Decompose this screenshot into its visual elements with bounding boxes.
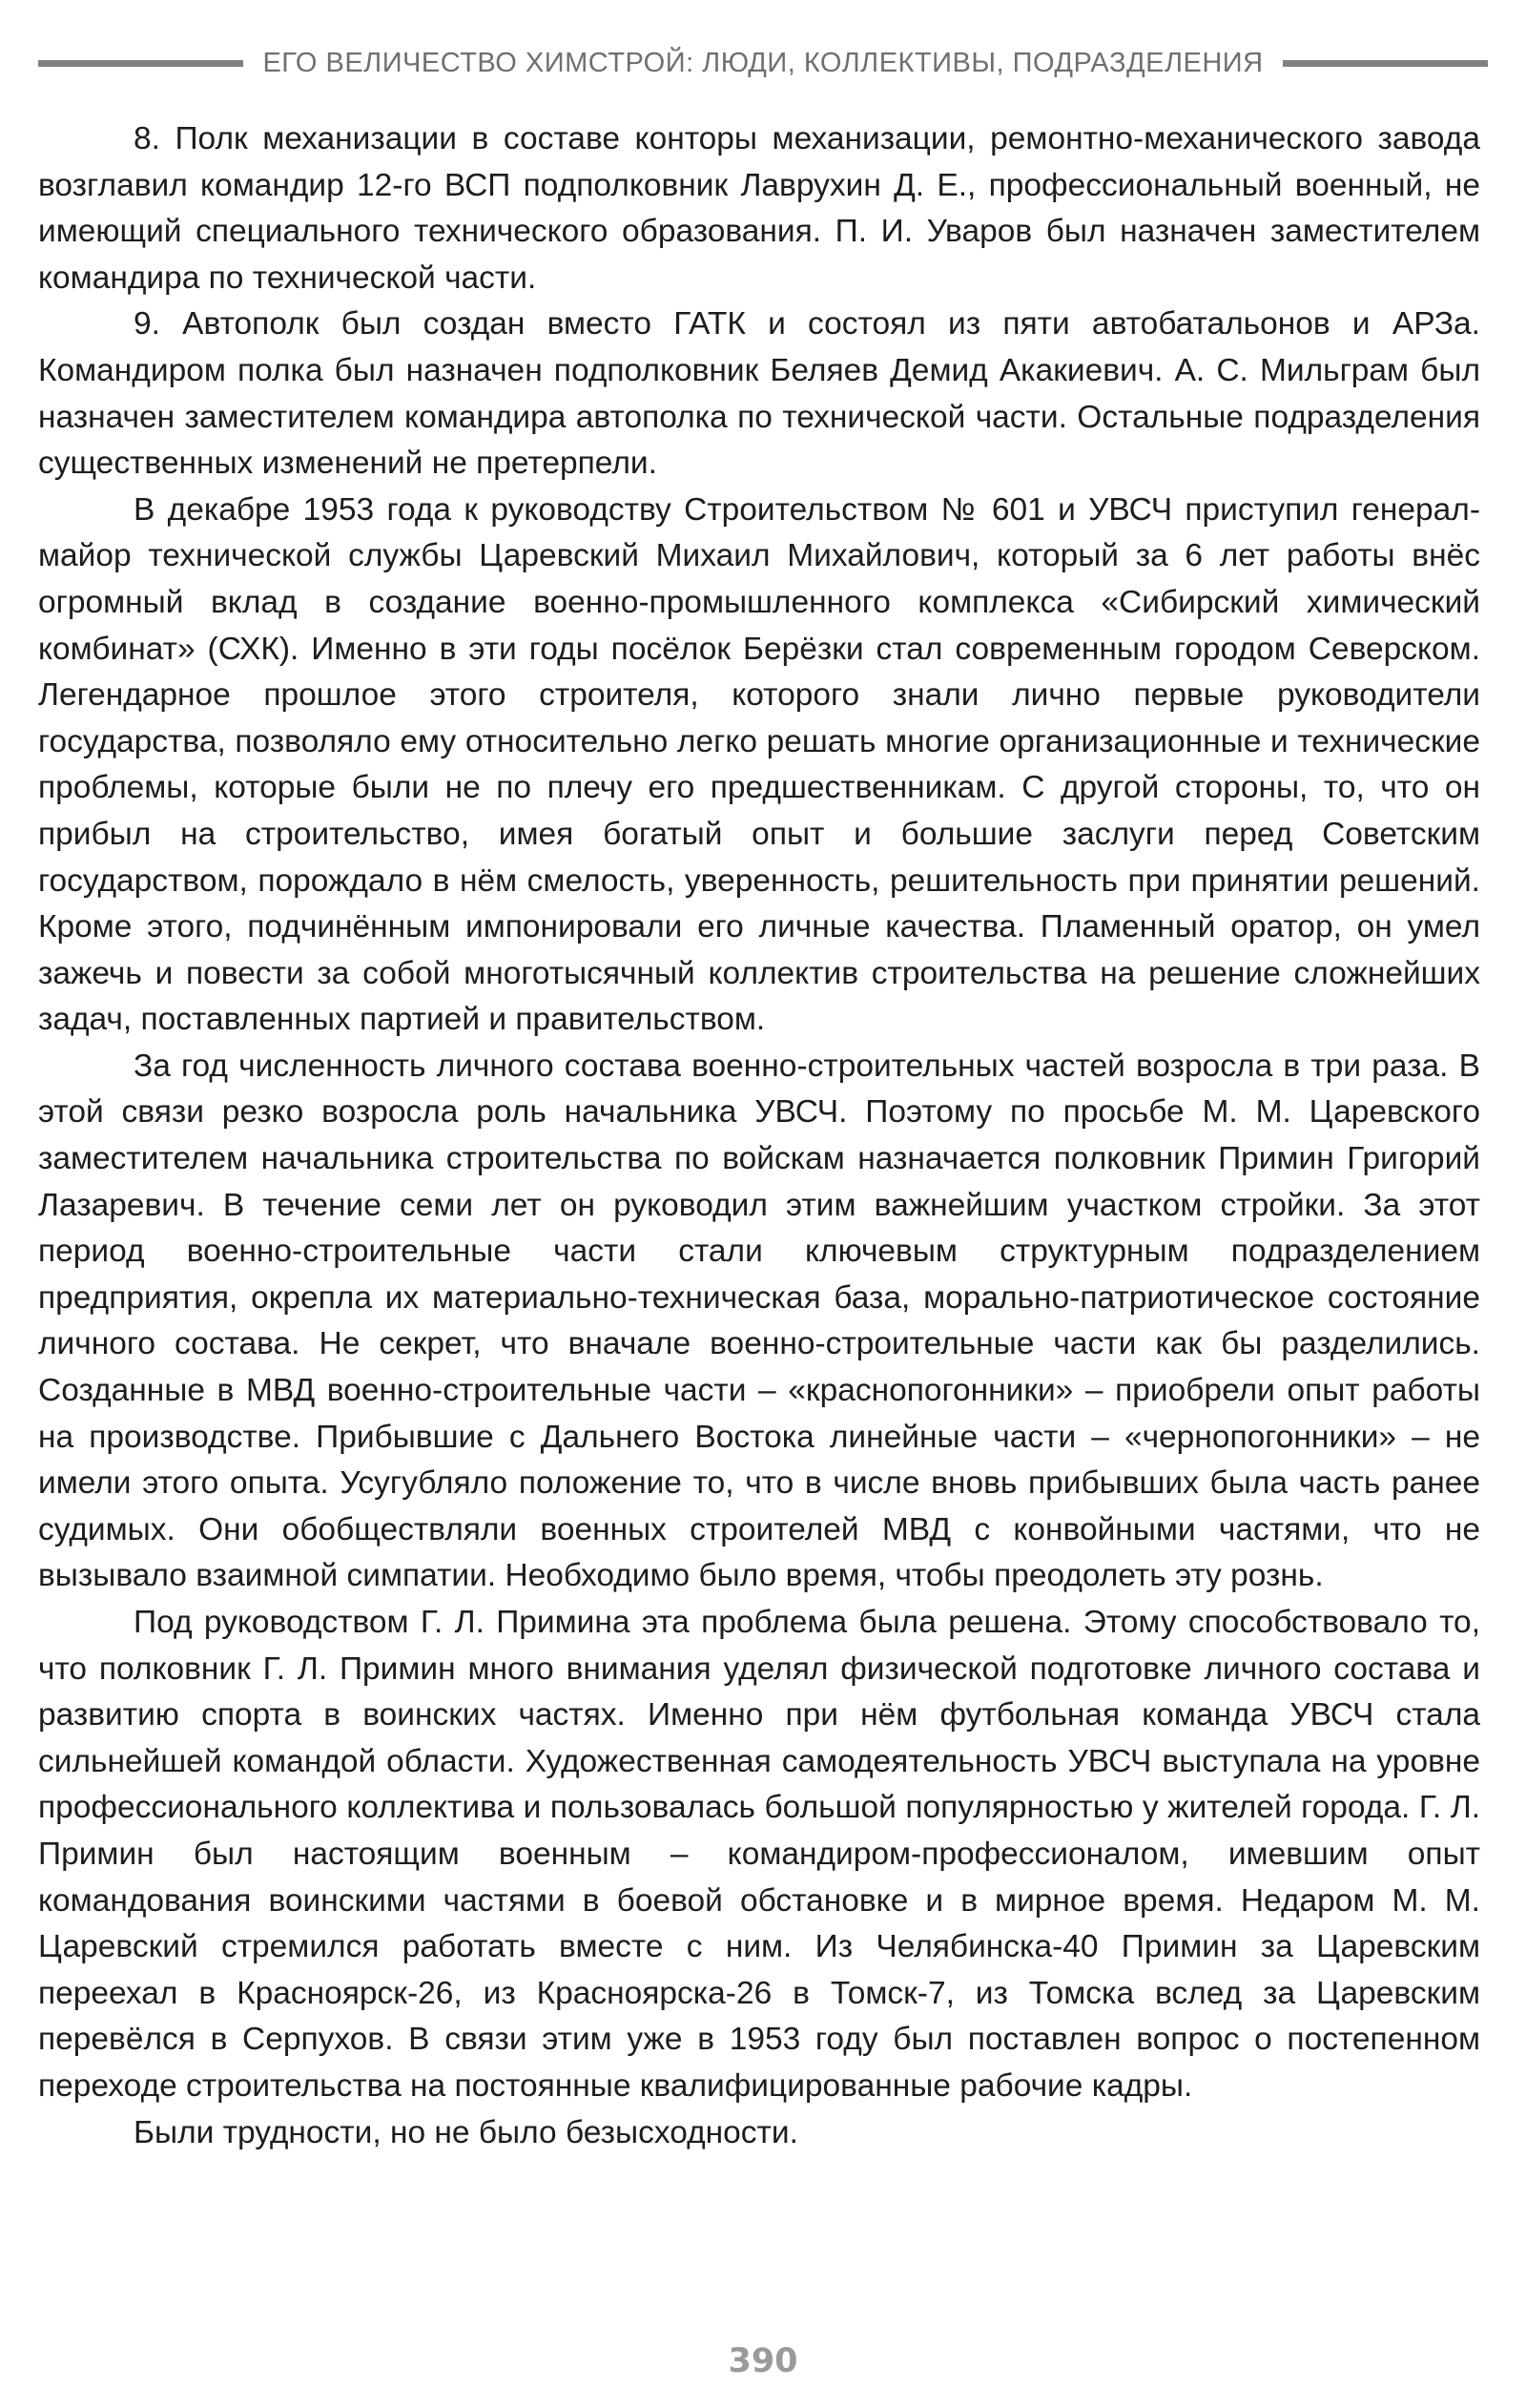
paragraph-primin-leadership: Под руководством Г. Л. Примина эта проблема была решена. Этому способствовало то, что полковник Г. Л. Примин много внимания уделял физической подготовке личного состава и развитию спорта в воинских частях. Именно при нём футбольная команда УВСЧ стала сильнейшей командой области. Художественная самодеятельность УВСЧ выступала на уровне профессионального коллектива и пользовалась большой популярностью у жителей города. Г. Л. Примин был настоящим военным – командиром-профессионалом, имевшим опыт командования воинскими частями в боевой обстановке и в мирное время. Недаром М. М. Царевский стремился работать вместе с ним. Из Челябинска-40 Примин за Царевским переехал в Красноярск-26, из Красноярска-26 в Томск-7, из Томска вслед за Царевским перевёлся в Серпухов. В связи этим уже в 1953 году был поставлен вопрос о постепенном переходе строительства на постоянные квалифицированные рабочие кадры. [38, 1605, 1480, 2104]
paragraph-closing: Были трудности, но не было безысходности. [134, 2114, 798, 2150]
running-header [38, 44, 1488, 82]
header-rule-left [38, 60, 243, 67]
page-number: 390 [728, 2342, 798, 2380]
header-rule-right [1283, 60, 1488, 67]
running-header-title: ЕГО ВЕЛИЧЕСТВО ХИМСТРОЙ: ЛЮДИ, КОЛЛЕКТИВЫ, ПОДРАЗДЕЛЕНИЯ [262, 47, 1264, 78]
main-text [38, 116, 1480, 2156]
paragraph-tsarevsky: В декабре 1953 года к руководству Строительством № 601 и УВСЧ приступил генерал-майор технической службы Царевский Михаил Михайлович, который за 6 лет работы внёс огромный вклад в создание военно-промышленного комплекса «Сибирский химический комбинат» (СХК). Именно в эти годы посёлок Берёзки стал современным городом Северском. Легендарное прошлое этого строителя, которого знали лично первые руководители государства, позволяло ему относительно легко решать многие организационные и технические проблемы, которые были не по плечу его предшественникам. С другой стороны, то, что он прибыл на строительство, имея богатый опыт и большие заслуги перед Советским государством, порождало в нём смелость, уверенность, решительность при принятии решений. Кроме этого, подчинённым импонировали его личные качества. Пламенный оратор, он умел зажечь и повести за собой многотысячный коллектив строительства на решение сложнейших задач, поставленных партией и правительством. [38, 491, 1480, 1038]
paragraph-primin: За год численность личного состава военно-строительных частей возросла в три раза. В этой связи резко возросла роль начальника УВСЧ. Поэтому по просьбе М. М. Царевского заместителем начальника строительства по войскам назначается полковник Примин Григорий Лазаревич. В течение семи лет он руководил этим важнейшим участком стройки. За этот период военно-строительные части стали ключевым структурным подразделением предприятия, окрепла их материально-техническая база, морально-патриотическое состояние личного состава. Не секрет, что вначале военно-строительные части как бы разделились. Созданные в МВД военно-строительные части – «краснопогонники» – приобрели опыт работы на производстве. Прибывшие с Дальнего Востока линейные части – «чернопогонники» – не имели этого опыта. Усугубляло положение то, что в числе вновь прибывших была часть ранее судимых. Они обобществляли военных строителей МВД с конвойными частями, что не вызывало взаимной симпатии. Необходимо было время, чтобы преодолеть эту рознь. [38, 1048, 1480, 1594]
paragraph-auto-regiment: 9. Автополк был создан вместо ГАТК и состоял из пяти автобатальонов и АРЗа. Командиром полка был назначен подполковник Беляев Демид Акакиевич. А. С. Мильграм был назначен заместителем командира автополка по технической части. Остальные подразделения существенных изменений не претерпели. [38, 306, 1480, 482]
paragraph-mechanization-regiment: 8. Полк механизации в составе конторы механизации, ремонтно-механического завода возглавил командир 12-го ВСП подполковник Лаврухин Д. Е., профессиональный военный, не имеющий специального технического образования. П. И. Уваров был назначен заместителем командира по технической части. [38, 121, 1480, 296]
